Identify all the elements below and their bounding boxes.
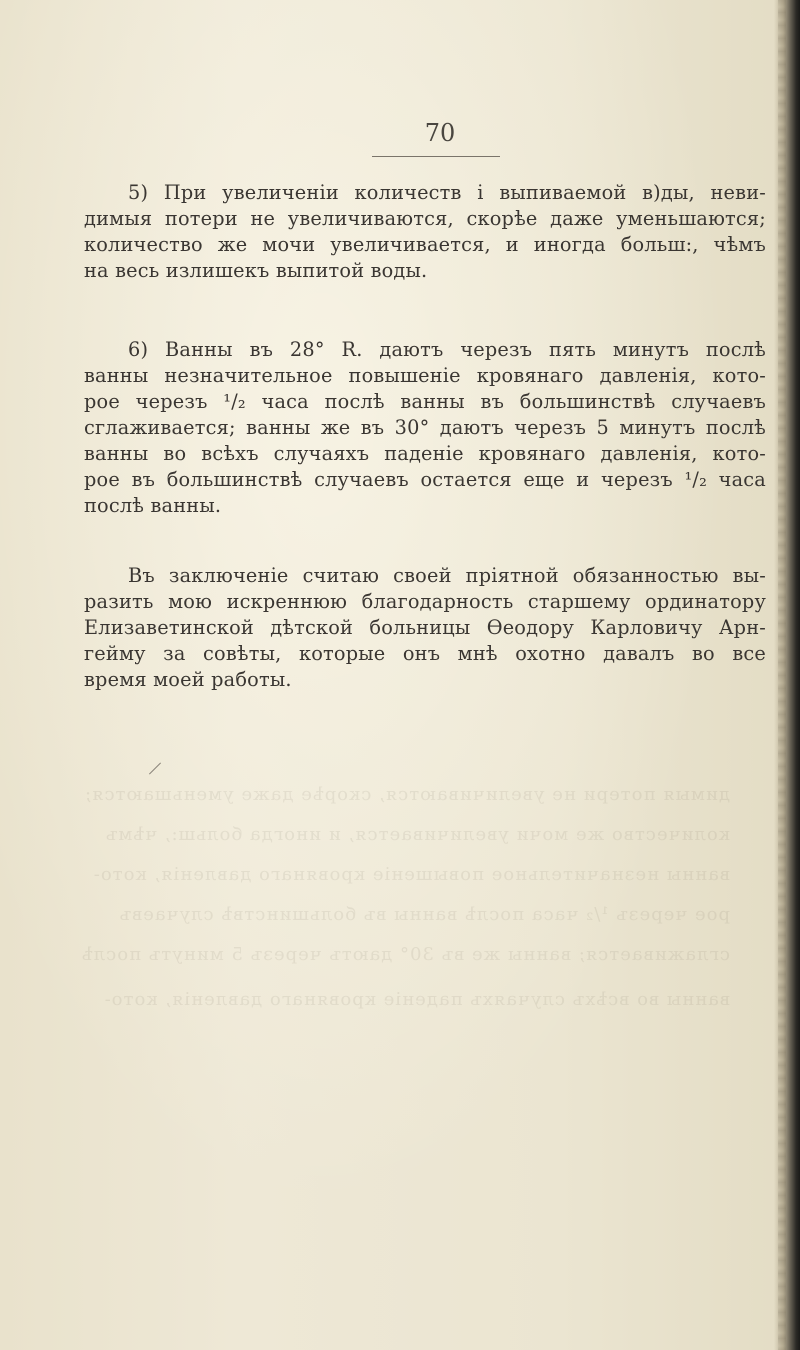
text-line: количество же мочи увеличивается, и иногда больш:, чѣмъ — [84, 233, 766, 256]
text-line: рое въ большинствѣ случаевъ остается еще и черезъ ¹/₂ часа — [84, 468, 766, 491]
text-line: на весь излишекъ выпитой воды. — [84, 259, 428, 282]
text-line: ванны во всѣхъ случаяхъ паденіе кровянаго давленія, кото- — [84, 442, 766, 465]
bleed-through-text: ванны незначительное повышеніе кровянаго давленія, кото- — [92, 864, 730, 885]
paragraph-6 — [84, 337, 766, 519]
pencil-mark — [149, 762, 161, 774]
page-number-rule — [372, 156, 500, 157]
bleed-through-text: димыя потери не увеличиваются, скорѣе даже уменьшаются; — [84, 784, 730, 805]
paragraph-conclusion — [84, 563, 766, 693]
text-line: гейму за совѣты, которые онъ мнѣ охотно давалъ во все — [84, 642, 766, 665]
paragraph-5 — [84, 180, 766, 284]
bleed-through-text: ванны во всѣхъ случаяхъ паденіе кровянаго давленія, кото- — [103, 989, 730, 1010]
text-line: время моей работы. — [84, 668, 292, 691]
text-line: Елизаветинской дѣтской больницы Ѳеодору Карловичу Арн- — [84, 616, 766, 639]
text-line: 5) При увеличеніи количеств і выпиваемой в)ды, неви- — [128, 181, 766, 204]
text-line: разить мою искреннюю благодарность старшему ординатору — [84, 590, 766, 613]
bleed-through-text: количество же мочи увеличивается, и иногда больш:, чѣмъ — [104, 824, 730, 845]
text-line: ванны незначительное повышеніе кровянаго давленія, кото- — [84, 364, 766, 387]
text-line: димыя потери не увеличиваются, скорѣе даже уменьшаются; — [84, 207, 766, 230]
book-binding-edge — [774, 0, 800, 1350]
text-line: рое черезъ ¹/₂ часа послѣ ванны въ большинствѣ случаевъ — [84, 390, 766, 413]
bleed-through-text: сглаживается; ванны же въ 30° даютъ черезъ 5 минутъ послѣ — [80, 944, 730, 965]
text-line: 6) Ванны въ 28° R. даютъ черезъ пять минутъ послѣ — [128, 338, 766, 361]
text-line: сглаживается; ванны же въ 30° даютъ черезъ 5 минутъ послѣ — [84, 416, 766, 439]
bleed-through-text: рое черезъ ¹/₂ часа послѣ ванны въ большинствѣ случаевъ — [118, 904, 730, 925]
text-line: Въ заключеніе считаю своей пріятной обязанностью вы- — [128, 564, 766, 587]
page-number: 70 — [424, 119, 456, 147]
text-line: послѣ ванны. — [84, 494, 222, 517]
